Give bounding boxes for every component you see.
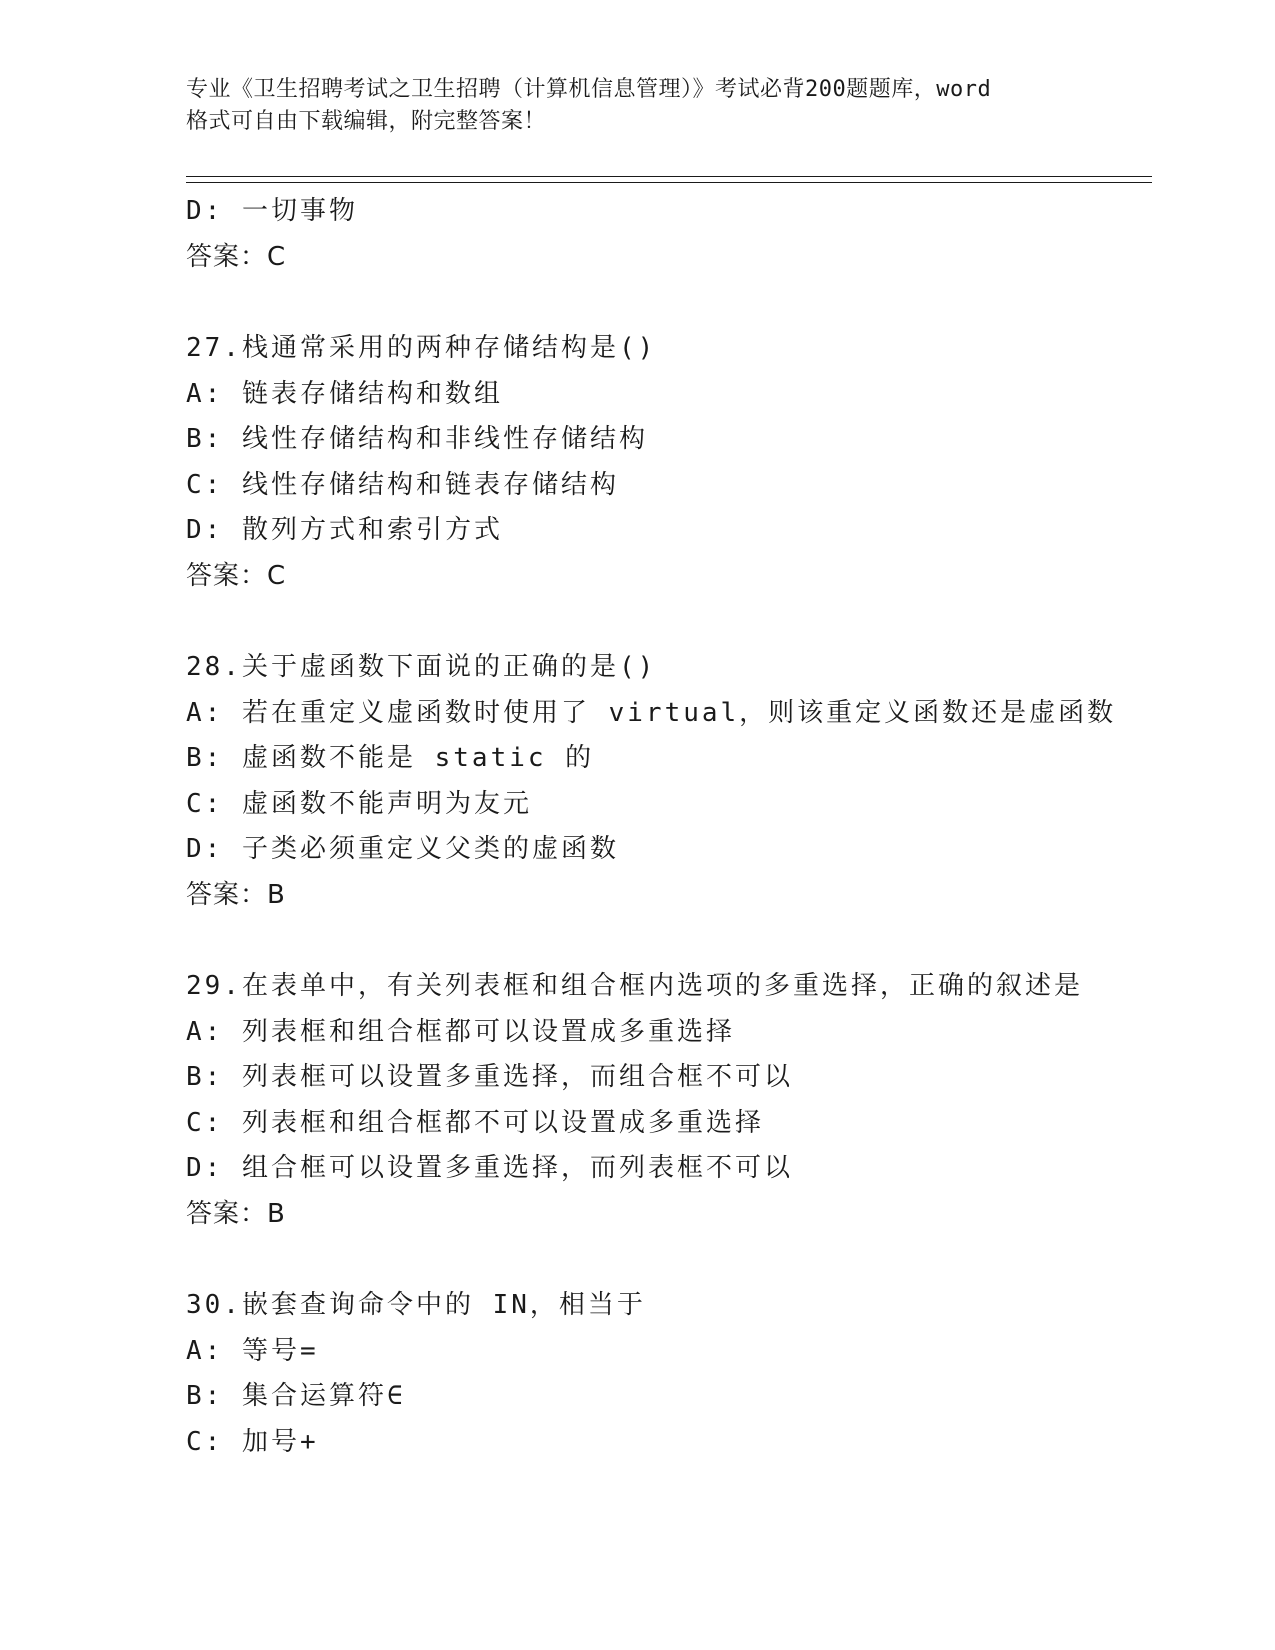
answer-option: C: 列表框和组合框都不可以设置成多重选择 (186, 1107, 764, 1138)
question-block-q28 (186, 645, 1146, 918)
answer-key: 答案：B (186, 879, 286, 910)
answer-option: C: 虚函数不能声明为友元 (186, 788, 532, 819)
block-spacer (186, 280, 1146, 326)
header-divider-top (186, 176, 1152, 177)
answer-key: 答案：B (186, 1198, 286, 1229)
question-block-q30 (186, 1283, 1146, 1465)
answer-option: B: 集合运算符∈ (186, 1381, 406, 1411)
block-spacer (186, 918, 1146, 964)
answer-option: B: 线性存储结构和非线性存储结构 (186, 424, 648, 454)
answer-key: 答案：C (186, 241, 287, 272)
block-spacer (186, 1237, 1146, 1283)
question-block-q27 (186, 326, 1146, 599)
answer-option: D: 散列方式和索引方式 (186, 515, 503, 545)
answer-option: A: 链表存储结构和数组 (186, 378, 503, 409)
answer-option: A: 若在重定义虚函数时使用了 virtual，则该重定义函数还是虚函数 (186, 697, 1117, 728)
block-spacer (186, 599, 1146, 645)
answer-option: A: 列表框和组合框都可以设置成多重选择 (186, 1016, 735, 1047)
question-list (186, 189, 1146, 1465)
question-block-q29 (186, 964, 1146, 1237)
answer-option: D: 组合框可以设置多重选择，而列表框不可以 (186, 1153, 793, 1183)
header-title-line-2: 格式可自由下载编辑，附完整答案！ (186, 109, 547, 134)
question-stem: 28.关于虚函数下面说的正确的是() (186, 652, 657, 682)
question-stem: 29.在表单中，有关列表框和组合框内选项的多重选择，正确的叙述是 (186, 971, 1083, 1001)
answer-option: C: 加号+ (186, 1426, 319, 1457)
header-title-line-1: 专业《卫生招聘考试之卫生招聘（计算机信息管理）》考试必背200题题库，word (186, 77, 992, 102)
answer-key: 答案：C (186, 560, 287, 591)
question-stem: 27.栈通常采用的两种存储结构是() (186, 333, 657, 363)
answer-option: C: 线性存储结构和链表存储结构 (186, 469, 619, 500)
answer-option: D: 一切事物 (186, 196, 358, 226)
answer-option: D: 子类必须重定义父类的虚函数 (186, 834, 619, 864)
question-block-q26-tail (186, 189, 1146, 280)
answer-option: A: 等号= (186, 1335, 319, 1366)
document-header (186, 74, 1086, 138)
question-stem: 30.嵌套查询命令中的 IN，相当于 (186, 1290, 646, 1320)
answer-option: B: 列表框可以设置多重选择，而组合框不可以 (186, 1062, 793, 1092)
answer-option: B: 虚函数不能是 static 的 (186, 743, 595, 773)
header-divider-bottom (186, 182, 1152, 183)
